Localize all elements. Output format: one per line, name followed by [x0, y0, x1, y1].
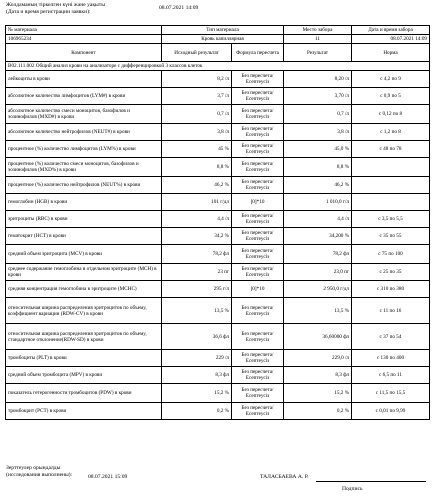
- result-value: 2 950,0 г/дл: [284, 281, 352, 298]
- result-value: 36,60000 фл: [284, 324, 352, 350]
- component-name: среднее содержание гемоглобина в отдельном эритроците (MCH) в крови: [6, 264, 162, 281]
- norm-value: с 11 по 16: [352, 298, 430, 324]
- norm-value: с 25 по 35: [352, 264, 430, 281]
- table-row: [6, 384, 430, 403]
- source-value: 295 г/л: [162, 281, 232, 298]
- norm-value: с 0,12 по 8: [352, 105, 430, 124]
- table-row: [6, 71, 430, 88]
- source-value: 3,8 /л: [162, 124, 232, 141]
- signature-label: Подпись: [342, 486, 363, 492]
- source-value: 0,2 %: [162, 403, 232, 420]
- component-name: лейкоциты в крови: [6, 71, 162, 88]
- formula-value: Без пересчета/ Есептеусіз: [232, 88, 284, 105]
- table-row: [6, 350, 430, 367]
- component-name: средний объем эритроцита (MCV) в крови: [6, 245, 162, 264]
- norm-value: с 1,2 по 8: [352, 124, 430, 141]
- component-name: процентное (%) количество смеси моноцитов, базофилов и эозинофилов (MXD%) в крови: [6, 158, 162, 177]
- formula-value: Без пересчета/ Есептеусіз: [232, 141, 284, 158]
- result-value: 3,70 /л: [284, 88, 352, 105]
- result-value: 0,7 /л: [284, 105, 352, 124]
- formula-value: [0]*10: [232, 281, 284, 298]
- table-row: [6, 403, 430, 420]
- norm-value: [352, 194, 430, 211]
- registration-header: [6, 2, 199, 16]
- source-value: 34,2 %: [162, 228, 232, 245]
- formula-value: Без пересчета/ Есептеусіз: [232, 350, 284, 367]
- norm-value: с 0,9 по 5: [352, 88, 430, 105]
- col-source: Исходный результат: [162, 44, 232, 62]
- source-value: 0,7 /л: [162, 105, 232, 124]
- col-formula: Формула пересчета: [232, 44, 284, 62]
- source-value: 45 %: [162, 141, 232, 158]
- source-value: 4,4 /л: [162, 211, 232, 228]
- result-value: 1 010,0 г/л: [284, 194, 352, 211]
- result-value: 15,2 %: [284, 384, 352, 403]
- component-name: гематокрит (HCT) в крови: [6, 228, 162, 245]
- formula-value: Без пересчета/ Есептеусіз: [232, 264, 284, 281]
- col-component: Компонент: [6, 44, 162, 62]
- formula-value: Без пересчета/ Есептеусіз: [232, 105, 284, 124]
- norm-value: с 37 по 54: [352, 324, 430, 350]
- norm-value: [352, 158, 430, 177]
- footer-datetime: 08.07.2021 15:09: [88, 474, 128, 480]
- result-value: 34,200 %: [284, 228, 352, 245]
- result-value: 3,8 /л: [284, 124, 352, 141]
- result-value: 78,2 фл: [284, 245, 352, 264]
- signer-name: ТАЛАСБАЕВА А. Р.: [260, 474, 309, 480]
- norm-value: с 0,01 по 9,99: [352, 403, 430, 420]
- table-row: [6, 194, 430, 211]
- result-value: 8,20 /л: [284, 71, 352, 88]
- component-name: тромбокрит (PCT) в крови: [6, 403, 162, 420]
- formula-value: Без пересчета/ Есептеусіз: [232, 245, 284, 264]
- result-value: 13,5 %: [284, 298, 352, 324]
- source-value: 8,3 фл: [162, 367, 232, 384]
- table-row: [6, 324, 430, 350]
- result-value: 45,0 %: [284, 141, 352, 158]
- material-no: 106965234: [6, 35, 162, 44]
- table-row: [6, 281, 430, 298]
- formula-value: Без пересчета/ Есептеусіз: [232, 211, 284, 228]
- component-name: абсолютное количество лимфоцитов (LYM#) в крови: [6, 88, 162, 105]
- norm-value: с 130 по 400: [352, 350, 430, 367]
- source-value: 23 пг: [162, 264, 232, 281]
- table-row: [6, 158, 430, 177]
- signature-line: [316, 481, 426, 482]
- component-name: абсолютное количество смеси моноцитов, базофилов и эозинофилов (MXD#) в крови: [6, 105, 162, 124]
- result-value: 46,2 %: [284, 177, 352, 194]
- material-no-label: № материала: [6, 26, 162, 35]
- source-value: 13,5 %: [162, 298, 232, 324]
- result-value: 229,0 /л: [284, 350, 352, 367]
- norm-value: с 3,5 по 5,5: [352, 211, 430, 228]
- table-row: [6, 105, 430, 124]
- source-value: 8,8 %: [162, 158, 232, 177]
- material-type: Кровь капиллярная: [162, 35, 284, 44]
- formula-value: Без пересчета/ Есептеусіз: [232, 324, 284, 350]
- formula-value: Без пересчета/ Есептеусіз: [232, 384, 284, 403]
- component-name: относительная ширина распределения эритроцитов по объему, стандартное отклонение(RDW-SD) в крови: [6, 324, 162, 350]
- source-value: 46,2 %: [162, 177, 232, 194]
- formula-value: Без пересчета/ Есептеусіз: [232, 177, 284, 194]
- footer-label: [6, 465, 72, 479]
- norm-value: с 75 по 100: [352, 245, 430, 264]
- formula-value: Без пересчета/ Есептеусіз: [232, 158, 284, 177]
- formula-value: Без пересчета/ Есептеусіз: [232, 367, 284, 384]
- material-type-label: Тип материала: [162, 26, 284, 35]
- col-result: Результат: [284, 44, 352, 62]
- component-name: абсолютное количество нейтрофилов (NEUT#) в крови: [6, 124, 162, 141]
- norm-value: с 6,5 по 11: [352, 367, 430, 384]
- norm-value: с 11,5 по 15,5: [352, 384, 430, 403]
- source-value: 229 /л: [162, 350, 232, 367]
- formula-value: Без пересчета/ Есептеусіз: [232, 403, 284, 420]
- footer-label-kz: Зерттеулер орындалды: [6, 465, 61, 471]
- component-name: процентное (%) количество нейтрофилов (NEUT%) в крови: [6, 177, 162, 194]
- formula-value: [0]*10: [232, 194, 284, 211]
- component-name: средняя концентрация гемоглобина в эритроците (MCHC): [6, 281, 162, 298]
- collection-datetime: 08.07.2021 14:09: [352, 35, 430, 44]
- results-table: [5, 25, 430, 420]
- result-value: 4,4 /л: [284, 211, 352, 228]
- table-row: [6, 264, 430, 281]
- component-name: показатель гетерогенности тромбоцитов (PDW) в крови: [6, 384, 162, 403]
- results-rows: [6, 71, 430, 420]
- table-row: [6, 245, 430, 264]
- source-value: 101 г/дл: [162, 194, 232, 211]
- result-value: 8,3 фл: [284, 367, 352, 384]
- collection-place: 11: [284, 35, 352, 44]
- registration-datetime: 08.07.2021 14:09: [159, 5, 199, 11]
- source-value: 8,2 /л: [162, 71, 232, 88]
- table-row: [6, 177, 430, 194]
- table-row: [6, 367, 430, 384]
- norm-value: с 48 по 78: [352, 141, 430, 158]
- source-value: 78,2 фл: [162, 245, 232, 264]
- formula-value: Без пересчета/ Есептеусіз: [232, 71, 284, 88]
- table-row: [6, 88, 430, 105]
- norm-value: с 35 по 55: [352, 228, 430, 245]
- table-row: [6, 298, 430, 324]
- component-name: относительная ширина распределения эритроцитов по объему, коэффициент вариации (RDW-CV) в крови: [6, 298, 162, 324]
- collection-place-label: Место забора: [284, 26, 352, 35]
- component-name: гемоглобин (HGB) в крови: [6, 194, 162, 211]
- registration-label-ru: (Дата и время регистрации заявки):: [6, 9, 91, 15]
- result-value: 0,2 %: [284, 403, 352, 420]
- component-name: процентное (%) количество лимфоцитов (LYM%) в крови: [6, 141, 162, 158]
- norm-value: с 4,2 по 9: [352, 71, 430, 88]
- result-value: 23,0 пг: [284, 264, 352, 281]
- component-name: средний объем тромбоцита (MPV) в крови: [6, 367, 162, 384]
- source-value: 3,7 /л: [162, 88, 232, 105]
- source-value: 36,6 фл: [162, 324, 232, 350]
- collection-datetime-label: Дата и время забора: [352, 26, 430, 35]
- norm-value: с 310 по 380: [352, 281, 430, 298]
- formula-value: Без пересчета/ Есептеусіз: [232, 228, 284, 245]
- component-name: тромбоциты (PLT) в крови: [6, 350, 162, 367]
- formula-value: Без пересчета/ Есептеусіз: [232, 124, 284, 141]
- norm-value: [352, 177, 430, 194]
- component-name: эритроциты (RBC) в крови: [6, 211, 162, 228]
- footer-label-ru: (исследования выполнены):: [6, 472, 73, 478]
- section-title: В02.111.002 Общий анализ крови на анализаторе с дифференцировкой 3 классов клеток: [6, 62, 430, 71]
- source-value: 15,2 %: [162, 384, 232, 403]
- table-row: [6, 228, 430, 245]
- table-row: [6, 141, 430, 158]
- table-row: [6, 124, 430, 141]
- registration-label-kz: Жолдаманың тіркелген күні және уақыты: [6, 2, 106, 8]
- result-value: 8,8 %: [284, 158, 352, 177]
- table-row: [6, 211, 430, 228]
- col-norm: Норма: [352, 44, 430, 62]
- formula-value: Без пересчета/ Есептеусіз: [232, 298, 284, 324]
